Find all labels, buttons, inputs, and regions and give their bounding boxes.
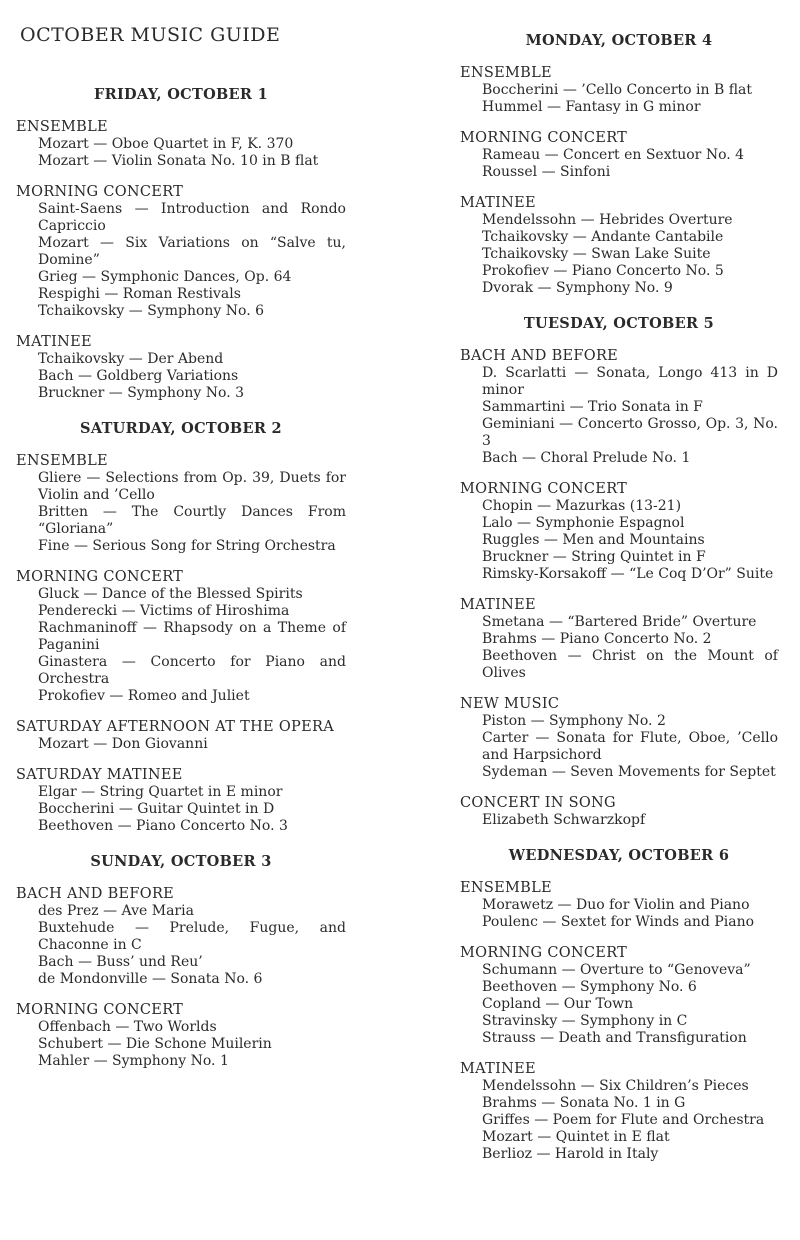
section-title: ENSEMBLE (460, 880, 552, 896)
section-title: ENSEMBLE (460, 65, 552, 81)
program-entry: Beethoven — Christ on the Mount of Olives (482, 648, 778, 681)
program-entry: Boccherini — ’Cello Concerto in B flat (482, 82, 753, 98)
program-entry: Chopin — Mazurkas (13-21) (482, 498, 682, 514)
program-entry: Gluck — Dance of the Blessed Spirits (38, 586, 303, 602)
program-entry: Prokofiev — Romeo and Juliet (38, 688, 250, 704)
program-entry: D. Scarlatti — Sonata, Longo 413 in D minor (482, 365, 778, 398)
program-entry: Beethoven — Piano Concerto No. 3 (38, 818, 288, 834)
program-entry: Grieg — Symphonic Dances, Op. 64 (38, 269, 292, 285)
section-title: ENSEMBLE (16, 119, 108, 135)
program-entry: Rachmaninoff — Rhapsody on a Theme of Paganini (38, 620, 346, 653)
program-entry: Mahler — Symphony No. 1 (38, 1053, 229, 1069)
program-section (460, 945, 778, 1047)
program-section (16, 767, 346, 835)
section-title: MORNING CONCERT (460, 130, 628, 146)
program-section (460, 1061, 778, 1163)
program-entry: Sammartini — Trio Sonata in F (482, 399, 703, 415)
day-heading: SATURDAY, OCTOBER 2 (80, 420, 282, 437)
program-entry: Fine — Serious Song for String Orchestra (38, 538, 336, 554)
program-entry: Mendelssohn — Six Children’s Pieces (482, 1078, 749, 1094)
program-entry: Lalo — Symphonie Espagnol (482, 515, 685, 531)
section-title: MATINEE (460, 1061, 536, 1077)
section-title: MATINEE (460, 597, 536, 613)
program-entry: Brahms — Piano Concerto No. 2 (482, 631, 712, 647)
program-entry: Offenbach — Two Worlds (38, 1019, 217, 1035)
program-entry: Ginastera — Concerto for Piano and Orchestra (38, 654, 346, 687)
program-section (16, 1002, 346, 1070)
program-entry: Bach — Choral Prelude No. 1 (482, 450, 691, 466)
program-entry: Mozart — Don Giovanni (38, 736, 208, 752)
program-entry: Mozart — Quintet in E flat (482, 1129, 670, 1145)
program-entry: des Prez — Ave Maria (38, 903, 194, 919)
program-entry: Strauss — Death and Transfiguration (482, 1030, 747, 1046)
guide-title: OCTOBER MUSIC GUIDE (20, 24, 281, 46)
program-section (16, 334, 346, 402)
program-entry: Geminiani — Concerto Grosso, Op. 3, No. 3 (482, 416, 778, 449)
program-section (460, 481, 778, 583)
program-entry: Mozart — Six Variations on “Salve tu, Domine” (38, 235, 346, 268)
program-section (16, 569, 346, 705)
program-entry: Carter — Sonata for Flute, Oboe, ’Cello and Harpsichord (482, 730, 778, 763)
program-entry: Bruckner — Symphony No. 3 (38, 385, 245, 401)
day-heading: MONDAY, OCTOBER 4 (525, 32, 713, 49)
program-entry: Ruggles — Men and Mountains (482, 532, 705, 548)
program-entry: Tchaikovsky — Andante Cantabile (482, 229, 724, 245)
program-section (460, 348, 778, 467)
section-title: BACH AND BEFORE (16, 886, 175, 902)
day-heading: TUESDAY, OCTOBER 5 (523, 315, 715, 332)
program-section (16, 184, 346, 320)
section-title: MORNING CONCERT (460, 945, 628, 961)
program-section (460, 195, 778, 297)
program-section (460, 696, 778, 781)
day-heading: SUNDAY, OCTOBER 3 (90, 853, 272, 870)
program-entry: Mendelssohn — Hebrides Overture (482, 212, 733, 228)
program-entry: Sydeman — Seven Movements for Septet (482, 764, 776, 780)
section-title: SATURDAY AFTERNOON AT THE OPERA (16, 719, 334, 735)
program-entry: Elizabeth Schwarzkopf (482, 812, 646, 828)
program-entry: Gliere — Selections from Op. 39, Duets for Violin and ’Cello (38, 470, 346, 503)
section-title: MORNING CONCERT (460, 481, 628, 497)
section-title: SATURDAY MATINEE (16, 767, 183, 783)
day-heading: FRIDAY, OCTOBER 1 (94, 86, 268, 103)
program-entry: Berlioz — Harold in Italy (482, 1146, 659, 1162)
program-entry: Mozart — Oboe Quartet in F, K. 370 (38, 136, 294, 152)
program-section (16, 719, 346, 753)
program-entry: Penderecki — Victims of Hiroshima (38, 603, 290, 619)
program-entry: Stravinsky — Symphony in C (482, 1013, 688, 1029)
program-entry: Boccherini — Guitar Quintet in D (38, 801, 275, 817)
program-section (16, 119, 346, 170)
program-entry: Griffes — Poem for Flute and Orchestra (482, 1112, 765, 1128)
program-entry: Bach — Goldberg Variations (38, 368, 239, 384)
section-title: MORNING CONCERT (16, 569, 184, 585)
section-title: BACH AND BEFORE (460, 348, 619, 364)
program-section (460, 880, 778, 931)
program-entry: Buxtehude — Prelude, Fugue, and Chaconne in C (38, 920, 346, 953)
program-entry: Schumann — Overture to “Genoveva” (482, 962, 751, 978)
program-entry: Prokofiev — Piano Concerto No. 5 (482, 263, 724, 279)
program-entry: Morawetz — Duo for Violin and Piano (482, 897, 750, 913)
program-section (460, 795, 778, 829)
program-entry: Elgar — String Quartet in E minor (38, 784, 283, 800)
program-entry: Saint-Saens — Introduction and Rondo Capriccio (38, 201, 346, 234)
program-entry: Tchaikovsky — Der Abend (38, 351, 224, 367)
program-section (460, 130, 778, 181)
program-entry: Beethoven — Symphony No. 6 (482, 979, 697, 995)
section-title: ENSEMBLE (16, 453, 108, 469)
section-title: MORNING CONCERT (16, 184, 184, 200)
program-entry: Tchaikovsky — Symphony No. 6 (38, 303, 265, 319)
section-title: MATINEE (460, 195, 536, 211)
program-entry: Roussel — Sinfoni (482, 164, 611, 180)
program-entry: Rameau — Concert en Sextuor No. 4 (482, 147, 745, 163)
program-entry: Rimsky-Korsakoff — “Le Coq D’Or” Suite (482, 566, 774, 582)
left-column (16, 82, 346, 1084)
section-title: CONCERT IN SONG (460, 795, 616, 811)
right-column (460, 28, 778, 1177)
section-title: MORNING CONCERT (16, 1002, 184, 1018)
program-section (16, 453, 346, 555)
section-title: NEW MUSIC (460, 696, 560, 712)
program-section (460, 597, 778, 682)
program-entry: de Mondonville — Sonata No. 6 (38, 971, 263, 987)
program-entry: Britten — The Courtly Dances From “Gloriana” (38, 504, 346, 537)
day-heading: WEDNESDAY, OCTOBER 6 (508, 847, 730, 864)
program-entry: Respighi — Roman Restivals (38, 286, 241, 302)
program-section (460, 65, 778, 116)
program-entry: Copland — Our Town (482, 996, 634, 1012)
program-entry: Hummel — Fantasy in G minor (482, 99, 701, 115)
program-entry: Poulenc — Sextet for Winds and Piano (482, 914, 755, 930)
program-entry: Schubert — Die Schone Muilerin (38, 1036, 272, 1052)
program-entry: Smetana — “Bartered Bride” Overture (482, 614, 757, 630)
program-entry: Piston — Symphony No. 2 (482, 713, 666, 729)
section-title: MATINEE (16, 334, 92, 350)
program-entry: Bruckner — String Quintet in F (482, 549, 706, 565)
program-entry: Bach — Buss’ und Reu’ (38, 954, 203, 970)
program-entry: Brahms — Sonata No. 1 in G (482, 1095, 686, 1111)
program-entry: Mozart — Violin Sonata No. 10 in B flat (38, 153, 319, 169)
program-entry: Tchaikovsky — Swan Lake Suite (482, 246, 711, 262)
program-section (16, 886, 346, 988)
program-entry: Dvorak — Symphony No. 9 (482, 280, 673, 296)
